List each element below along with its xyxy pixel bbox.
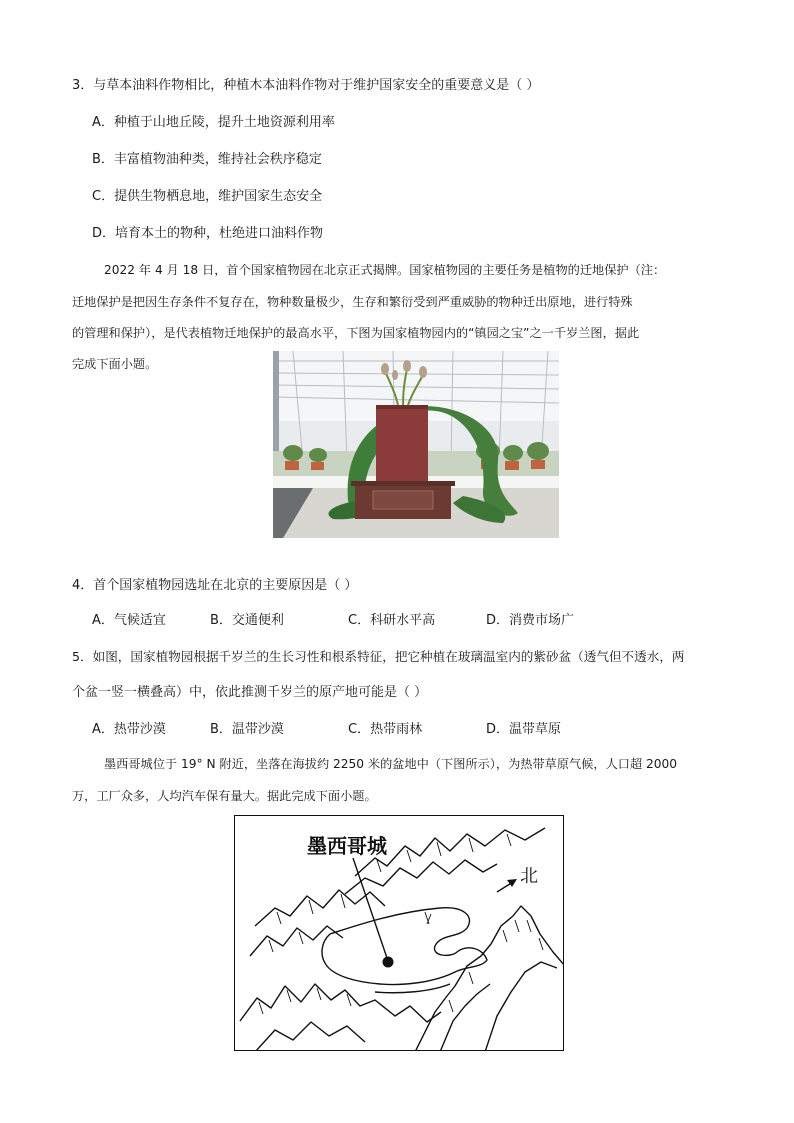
- q3-option-a: A．种植于山地丘陵，提升土地资源利用率: [92, 115, 335, 130]
- q4-option-c: C．科研水平高: [348, 613, 436, 628]
- passage1-line-3: 的管理和保护），是代表植物迁地保护的最高水平，下图为国家植物园内的“镇园之宝”之一千岁兰图，据此: [72, 326, 640, 340]
- q3-option-b: B．丰富植物油种类，维持社会秩序稳定: [92, 152, 322, 167]
- passage2-line-2: 万，工厂众多，人均汽车保有量大。据此完成下面小题。: [72, 789, 377, 803]
- q4-stem: 4．首个国家植物园选址在北京的主要原因是（ ）: [72, 578, 358, 593]
- welwitschia-photo: [273, 351, 559, 538]
- q5-stem-line-2: 个盆一竖一横叠高）中，依此推测千岁兰的原产地可能是（ ）: [72, 685, 428, 700]
- q3-stem: 3．与草本油料作物相比，种植木本油料作物对于维护国家安全的重要意义是（ ）: [72, 78, 540, 93]
- q5-option-a: A．热带沙漠: [92, 722, 166, 737]
- q4-option-b: B．交通便利: [210, 613, 284, 628]
- q5-option-d: D．温带草原: [486, 722, 562, 737]
- q5-option-b: B．温带沙漠: [210, 722, 284, 737]
- q3-option-d: D．培育本土的物种，杜绝进口油料作物: [92, 226, 324, 241]
- q5-stem-line-1: 5．如图，国家植物园根据千岁兰的生长习性和根系特征，把它种植在玻璃温室内的紫砂盆（透气但不透水，两: [72, 649, 685, 664]
- map-city-label: 墨西哥城: [307, 834, 387, 858]
- q3-option-c: C．提供生物栖息地，维护国家生态安全: [92, 189, 323, 204]
- mexico-city-basin-map: [234, 815, 564, 1051]
- passage1-line-1: 2022 年 4 月 18 日，首个国家植物园在北京正式揭牌。国家植物园的主要任务是植物的迁地保护（注：: [104, 263, 666, 277]
- passage1-line-4: 完成下面小题。: [72, 357, 158, 371]
- q4-option-d: D．消费市场广: [486, 613, 575, 628]
- passage1-line-2: 迁地保护是把因生存条件不复存在，物种数量极少，生存和繁衍受到严重威胁的物种迁出原地，进行特殊: [72, 295, 633, 309]
- map-north-label: 北: [520, 866, 538, 887]
- passage2-line-1: 墨西哥城位于 19° N 附近，坐落在海拔约 2250 米的盆地中（下图所示），为热带草原气候，人口超 2000: [104, 757, 678, 771]
- q4-option-a: A．气候适宜: [92, 613, 166, 628]
- q5-option-c: C．热带雨林: [348, 722, 423, 737]
